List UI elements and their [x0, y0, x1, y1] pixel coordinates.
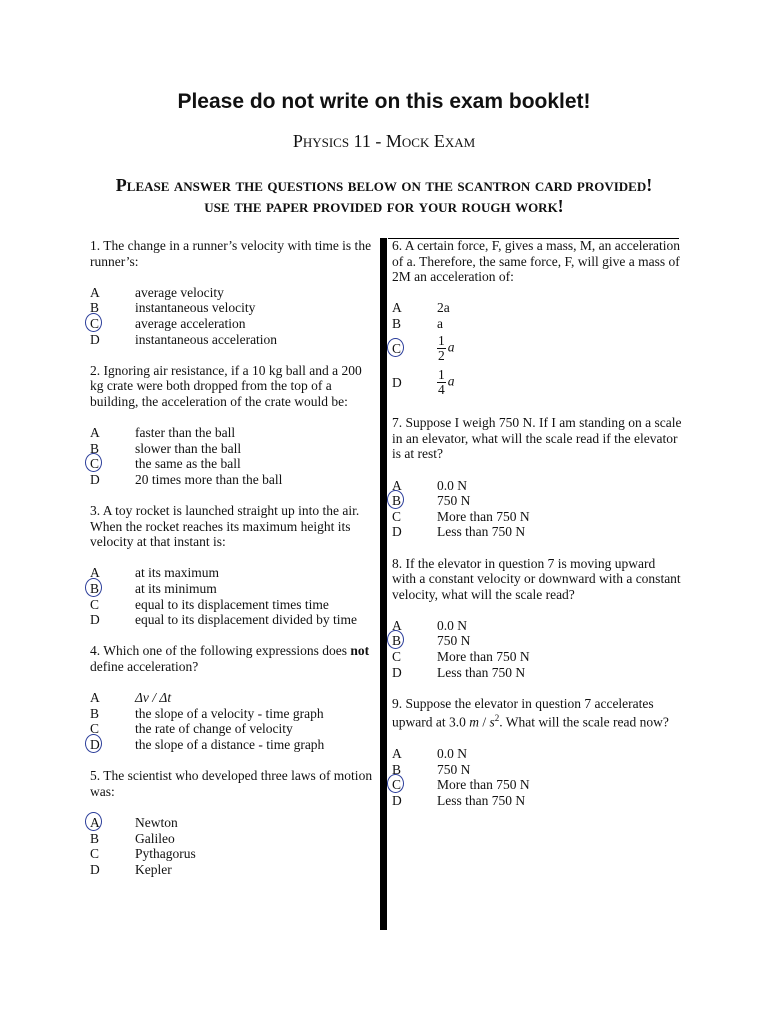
option-text: More than 750 N [437, 649, 530, 665]
option-letter: A [392, 477, 402, 493]
option-letter: C [90, 721, 100, 737]
question-4 [90, 643, 378, 752]
fraction-numerator: 1 [438, 333, 445, 349]
option-letter: D [392, 374, 402, 390]
option-a[interactable] [90, 425, 378, 441]
option-letter: D [90, 737, 135, 753]
column-divider [380, 238, 387, 930]
option-letter: A [90, 565, 100, 581]
question-8 [392, 556, 682, 681]
option-b[interactable] [90, 581, 378, 597]
option-c[interactable] [90, 456, 378, 472]
fraction-numerator: 1 [438, 367, 445, 383]
question-text: 3. A toy rocket is launched straight up into the air. When the rocket reaches its maximum height its velocity at that instant is: [90, 503, 360, 550]
option-letter: A [90, 425, 100, 441]
option-text: equal to its displacement times time [135, 596, 329, 612]
option-d[interactable] [392, 665, 682, 681]
option-text: at its minimum [135, 581, 217, 597]
option-letter: C [90, 456, 135, 472]
option-fraction [437, 334, 455, 363]
option-letter: C [392, 777, 437, 793]
option-b[interactable] [90, 300, 378, 316]
option-b[interactable] [392, 633, 682, 649]
option-letter: C [392, 508, 402, 524]
option-letter: D [392, 792, 402, 808]
question-5 [90, 768, 378, 877]
option-text: 750 N [437, 633, 471, 649]
option-c[interactable] [90, 846, 378, 862]
option-text: Pythagorus [135, 846, 196, 862]
question-text: 6. A certain force, F, gives a mass, M, an acceleration of a. Therefore, the same force, F, will give a mass of 2M an acceleration of: [392, 238, 680, 285]
option-letter: D [90, 861, 100, 877]
instruction-line-1: Please answer the questions below on the scantron card provided! [115, 175, 653, 195]
question-3 [90, 503, 378, 628]
option-letter: B [90, 705, 100, 721]
option-letter: B [392, 315, 402, 331]
option-letter: A [90, 284, 100, 300]
option-letter: A [90, 690, 100, 706]
option-text: Galileo [135, 830, 175, 846]
option-text: the slope of a distance - time graph [135, 737, 325, 752]
option-letter: A [392, 746, 402, 762]
option-text: average velocity [135, 284, 224, 300]
option-a[interactable] [90, 690, 378, 706]
fraction-denominator: 4 [438, 382, 445, 398]
option-text: average acceleration [135, 315, 246, 331]
fraction-variable: a [447, 373, 455, 389]
question-text: 1. The change in a runner’s velocity with time is the runner’s: [90, 238, 372, 269]
question-text: 5. The scientist who developed three laws of motion was: [90, 768, 373, 799]
question-9 [392, 696, 682, 809]
option-c[interactable] [392, 509, 682, 525]
option-letter: D [392, 524, 402, 540]
option-a[interactable] [392, 300, 682, 316]
option-letter: A [392, 300, 402, 316]
option-text: More than 750 N [437, 777, 530, 793]
option-text: 0.0 N [437, 746, 467, 762]
option-letter: B [392, 493, 437, 509]
unit-s: s [489, 714, 495, 730]
option-d[interactable] [90, 472, 378, 488]
option-letter: B [392, 761, 402, 777]
question-text: 8. If the elevator in question 7 is moving upward with a constant velocity or downward with a constant velocity, what will the scale read? [392, 555, 681, 602]
emphasis-not: not [350, 643, 370, 659]
option-fraction [437, 368, 455, 397]
option-text: Less than 750 N [437, 524, 526, 540]
option-a[interactable] [392, 478, 682, 494]
option-letter: C [90, 846, 100, 862]
option-text: Kepler [135, 861, 172, 877]
option-text: the rate of change of velocity [135, 721, 293, 737]
option-d[interactable] [90, 862, 378, 878]
option-text: Δv / Δt [135, 690, 172, 706]
option-letter: B [90, 300, 100, 316]
option-d[interactable] [90, 737, 378, 753]
banner-warning: Please do not write on this exam booklet! [177, 90, 591, 113]
question-text: 2. Ignoring air resistance, if a 10 kg ball and a 200 kg crate were both dropped from the top of a building, the acceleration of the crate would be: [90, 362, 362, 409]
option-letter: D [90, 612, 100, 628]
option-c[interactable] [392, 649, 682, 665]
option-letter: C [90, 316, 135, 332]
option-letter: D [90, 331, 100, 347]
question-6 [392, 238, 682, 400]
option-letter: B [90, 830, 100, 846]
option-text: Newton [135, 814, 178, 830]
option-text: slower than the ball [135, 440, 242, 456]
option-c[interactable] [90, 316, 378, 332]
option-b[interactable] [90, 706, 378, 722]
fraction-denominator: 2 [438, 348, 445, 364]
unit-exponent: 2 [494, 713, 500, 724]
question-text: 9. Suppose the elevator in question 7 accelerates upward at 3.0 m / $s^2$. What will the scale read now? [392, 695, 669, 730]
option-c[interactable] [392, 332, 682, 366]
option-c[interactable] [90, 597, 378, 613]
option-text: 20 times more than the ball [135, 471, 283, 487]
option-b[interactable] [392, 316, 682, 332]
option-text: Less than 750 N [437, 792, 526, 808]
option-c[interactable] [392, 777, 682, 793]
question-text: 7. Suppose I weigh 750 N. If I am standing on a scale in an elevator, what will the scale read if the elevator is at rest? [392, 415, 682, 462]
option-letter: C [392, 649, 402, 665]
right-column [392, 238, 682, 824]
option-letter: C [90, 596, 100, 612]
option-letter: B [392, 633, 437, 649]
option-letter: A [392, 617, 402, 633]
option-text: 750 N [437, 761, 471, 777]
option-text: 0.0 N [437, 617, 467, 633]
question-1 [90, 238, 378, 347]
option-a[interactable] [392, 746, 682, 762]
option-c[interactable] [90, 721, 378, 737]
option-a[interactable] [90, 815, 378, 831]
option-text: at its maximum [135, 565, 219, 581]
option-d[interactable] [90, 332, 378, 348]
option-text: More than 750 N [437, 508, 530, 524]
option-a[interactable] [392, 618, 682, 634]
option-d[interactable] [90, 612, 378, 628]
instruction-line-2: use the paper provided for your rough work! [204, 196, 564, 216]
option-text: faster than the ball [135, 425, 236, 441]
option-b[interactable] [90, 441, 378, 457]
option-d[interactable] [392, 366, 682, 400]
option-d[interactable] [392, 793, 682, 809]
option-text: 0.0 N [437, 477, 467, 493]
exam-title: Physics 11 - Mock Exam [292, 131, 476, 151]
question-text: 4. Which one of the following expressions does not define acceleration? [90, 643, 370, 675]
option-letter: D [392, 664, 402, 680]
option-b[interactable] [392, 493, 682, 509]
question-7 [392, 415, 682, 540]
option-text: instantaneous acceleration [135, 331, 278, 347]
fraction-variable: a [447, 339, 455, 355]
option-text: the same as the ball [135, 456, 241, 472]
option-a[interactable] [90, 285, 378, 301]
option-letter: C [392, 341, 437, 357]
option-a[interactable] [90, 565, 378, 581]
option-text: a [437, 315, 443, 331]
option-text: 750 N [437, 493, 471, 509]
option-text: 2a [437, 300, 450, 316]
option-text: the slope of a velocity - time graph [135, 705, 324, 721]
option-letter: D [90, 471, 100, 487]
option-letter: B [90, 581, 135, 597]
left-column [90, 238, 378, 893]
option-text: Less than 750 N [437, 664, 526, 680]
option-b[interactable] [90, 831, 378, 847]
option-b[interactable] [392, 762, 682, 778]
question-2 [90, 363, 378, 488]
option-text: instantaneous velocity [135, 300, 256, 316]
option-letter: B [90, 440, 100, 456]
option-text: equal to its displacement divided by time [135, 612, 357, 628]
unit-m: m [469, 714, 479, 730]
option-d[interactable] [392, 524, 682, 540]
option-letter: A [90, 815, 135, 831]
